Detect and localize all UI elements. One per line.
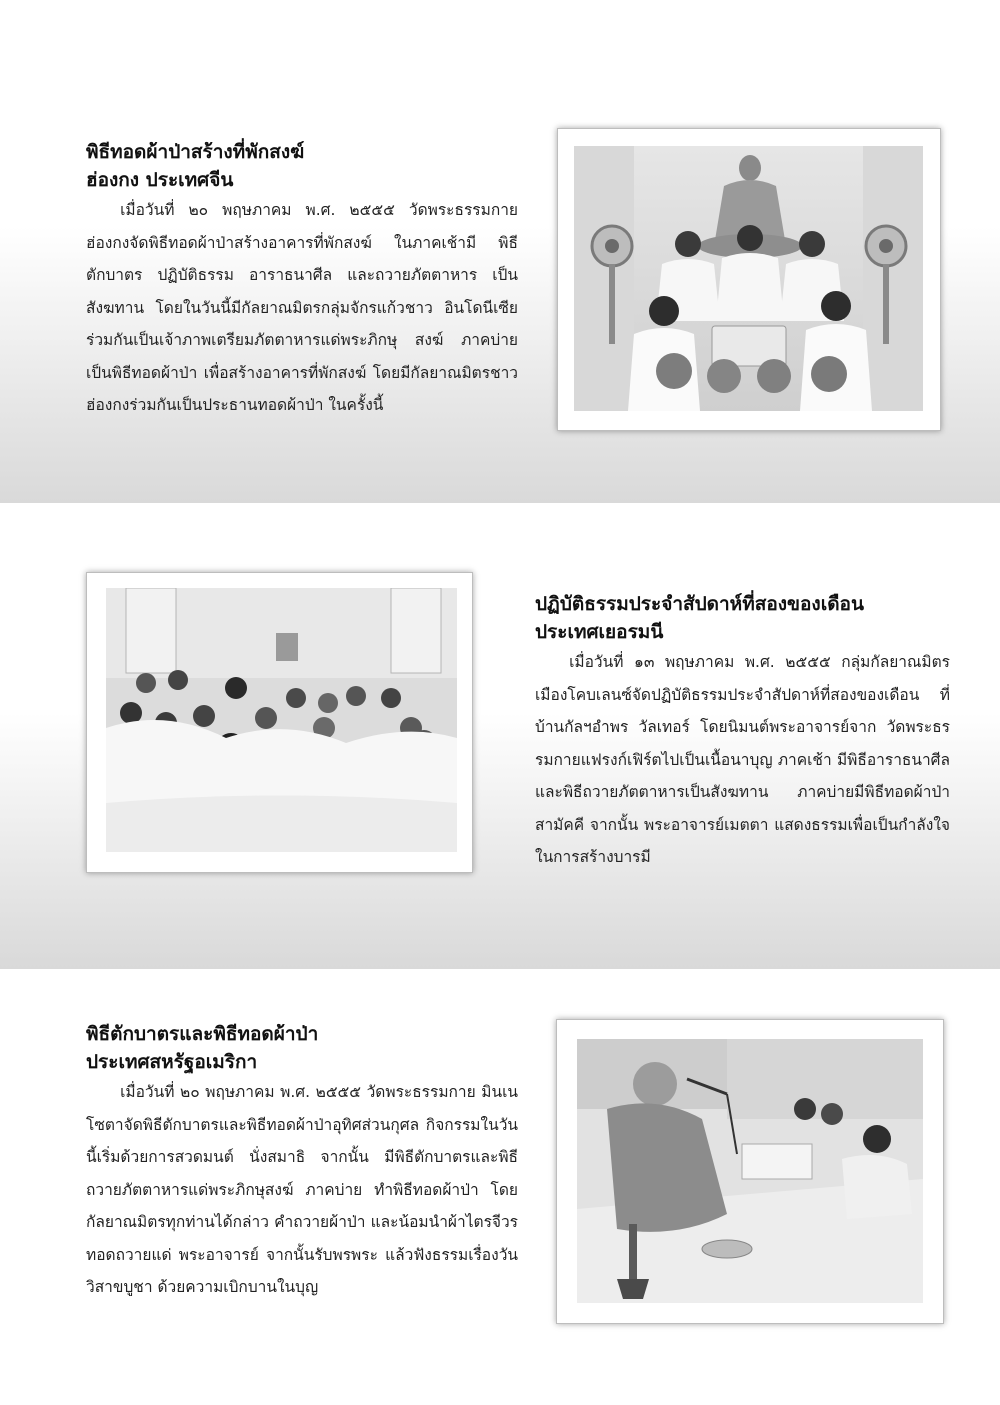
article-title-line1: พิธีตักบาตรและพิธีทอดผ้าป่า xyxy=(86,1023,319,1045)
article-title-line2: ฮ่องกง ประเทศจีน xyxy=(86,169,234,191)
article-usa xyxy=(86,1020,518,1304)
article-hongkong xyxy=(86,138,518,422)
article-title-line2: ประเทศเยอรมนี xyxy=(535,621,664,643)
photo-hongkong-ceremony xyxy=(557,128,941,431)
article-title-line2: ประเทศสหรัฐอเมริกา xyxy=(86,1051,258,1073)
photo-germany-group xyxy=(86,572,473,873)
article-body: เมื่อวันที่ ๒๐ พฤษภาคม พ.ศ. ๒๕๕๕ วัดพระธรรมกาย มินเนโซตาจัดพิธีตักบาตรและพิธีทอดผ้าป่าอุทิศส่วนกุศล กิจกรรมในวันนี้เริ่มด้วยการสวดมนต์ นั่งสมาธิ จากนั้น มีพิธีตักบาตรและพิธีถวายภัตตาหารแด่พระภิกษุสงฆ์ ภาคบ่าย ทำพิธีทอดผ้าป่า โดยกัลยาณมิตรทุกท่านได้กล่าว คำถวายผ้าป่า และน้อมนำผ้าไตรจีวรทอดถวายแด่ พระอาจารย์ จากนั้นรับพรพระ แล้วฟังธรรมเรื่องวันวิสาขบูชา ด้วยความเบิกบานในบุญ xyxy=(86,1083,518,1296)
article-germany xyxy=(535,590,950,874)
article-body: เมื่อวันที่ ๑๓ พฤษภาคม พ.ศ. ๒๕๕๕ กลุ่มกัลยาณมิตร เมืองโคบเลนซ์จัดปฏิบัติธรรมประจำสัปดาห์ที่สองของเดือน ที่บ้านกัลฯอำพร วัลเทอร์ โดยนิมนต์พระอาจารย์จาก วัดพระธรรมกายแฟรงก์เฟิร์ตไปเป็นเนื้อนาบุญ ภาคเช้า มีพิธีอาราธนาศีลและพิธีถวายภัตตาหารเป็นสังฆทาน ภาคบ่ายมีพิธีทอดผ้าป่าสามัคคี จากนั้น พระอาจารย์เมตตา แสดงธรรมเพื่อเป็นกำลังใจในการสร้างบารมี xyxy=(535,653,950,866)
article-title xyxy=(86,138,518,194)
article-body: เมื่อวันที่ ๒๐ พฤษภาคม พ.ศ. ๒๕๕๕ วัดพระธรรมกาย ฮ่องกงจัดพิธีทอดผ้าป่าสร้างอาคารที่พักสงฆ์ ในภาคเช้ามี พิธีตักบาตร ปฏิบัติธรรม อาราธนาศีล และถวายภัตตาหาร เป็นสังฆทาน โดยในวันนี้มีกัลยาณมิตรกลุ่มจักรแก้วชาว อินโดนีเซีย ร่วมกันเป็นเจ้าภาพเตรียมภัตตาหารแด่พระภิกษุ สงฆ์ ภาคบ่ายเป็นพิธีทอดผ้าป่า เพื่อสร้างอาคารที่พักสงฆ์ โดยมีกัลยาณมิตรชาวฮ่องกงร่วมกันเป็นประธานทอดผ้าป่า ในครั้งนี้ xyxy=(86,201,518,414)
photo-image xyxy=(577,1039,923,1303)
photo-image xyxy=(574,146,923,411)
article-title-line1: พิธีทอดผ้าป่าสร้างที่พักสงฆ์ xyxy=(86,141,305,163)
article-title xyxy=(86,1020,518,1076)
photo-usa-offering xyxy=(556,1019,944,1324)
article-title xyxy=(535,590,950,646)
article-title-line1: ปฏิบัติธรรมประจำสัปดาห์ที่สองของเดือน xyxy=(535,593,864,615)
photo-image xyxy=(106,588,457,852)
